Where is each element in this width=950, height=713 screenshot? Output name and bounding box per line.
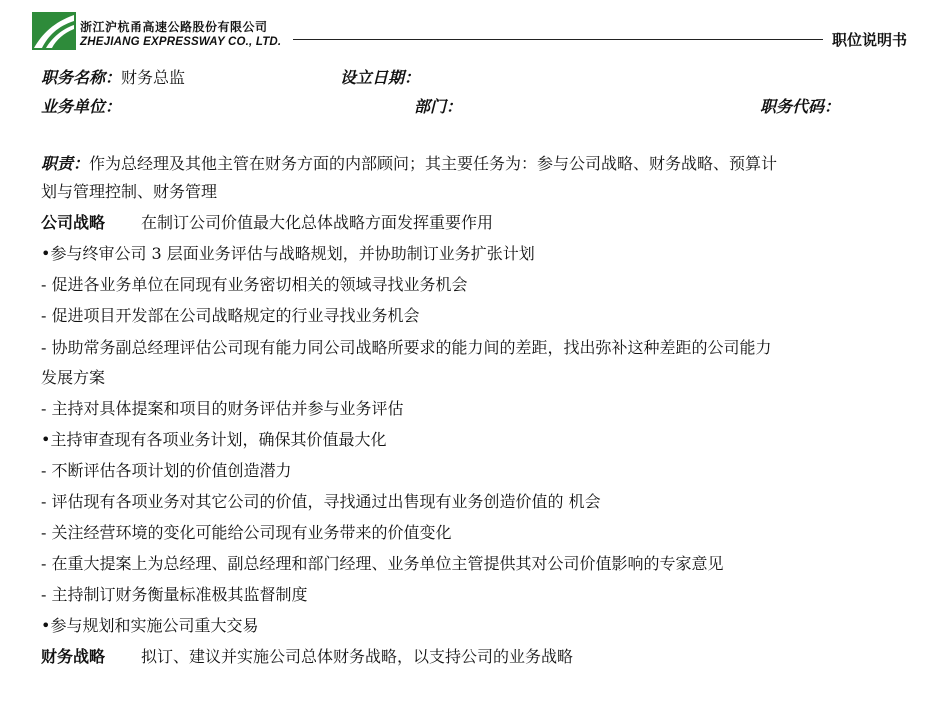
duty-line-2: 划与管理控制、财务管理 (41, 182, 218, 201)
duty-line-1 (41, 154, 777, 174)
document-title: 职位说明书 (832, 31, 908, 49)
department-label: 部门： (414, 97, 463, 116)
list-item: •参与规划和实施公司重大交易 (41, 616, 259, 635)
corp-strategy-title: 公司战略 (41, 213, 106, 232)
logo-company-name-en: ZHEJIANG EXPRESSWAY CO., LTD. (80, 36, 282, 48)
list-item: - 关注经营环境的变化可能给公司现有业务带来的价值变化 (41, 523, 452, 542)
fin-strategy-heading (41, 647, 573, 667)
duty-text-1: 作为总经理及其他主管在财务方面的内部顾问；其主要任务为：参与公司战略、财务战略、预算计 (89, 154, 778, 173)
position-code-label: 职务代码： (760, 97, 841, 116)
list-item: - 主持对具体提案和项目的财务评估并参与业务评估 (41, 399, 404, 418)
list-item: - 评估现有各项业务对其它公司的价值，寻找通过出售现有业务创造价值的 机会 (41, 492, 601, 511)
list-item: - 不断评估各项计划的价值创造潜力 (41, 461, 292, 480)
business-unit-label: 业务单位： (41, 97, 122, 116)
position-name-row (41, 68, 185, 88)
expressway-logo-icon (32, 12, 76, 50)
list-item: 发展方案 (41, 368, 106, 387)
list-item: - 主持制订财务衡量标准极其监督制度 (41, 585, 308, 604)
corp-strategy-heading (41, 213, 493, 233)
list-item: •参与终审公司 3 层面业务评估与战略规划，并协助制订业务扩张计划 (41, 244, 535, 263)
fin-strategy-desc: 拟订、建议并实施公司总体财务战略，以支持公司的业务战略 (141, 647, 574, 666)
corp-strategy-desc: 在制订公司价值最大化总体战略方面发挥重要作用 (141, 213, 494, 232)
list-item: - 促进各业务单位在同现有业务密切相关的领域寻找业务机会 (41, 275, 468, 294)
position-name-value: 财务总监 (121, 68, 186, 87)
list-item: - 协助常务副总经理评估公司现有能力同公司战略所要求的能力间的差距，找出弥补这种差距的公司能力 (41, 338, 772, 357)
duty-label: 职责： (41, 154, 90, 173)
header-divider (293, 39, 823, 40)
position-name-label: 职务名称： (41, 68, 122, 87)
logo-company-name-cn: 浙江沪杭甬高速公路股份有限公司 (80, 20, 268, 34)
list-item: •主持审查现有各项业务计划，确保其价值最大化 (41, 430, 387, 449)
fin-strategy-title: 财务战略 (41, 647, 106, 666)
company-logo (32, 12, 282, 52)
established-date-label: 设立日期： (340, 68, 421, 87)
list-item: - 促进项目开发部在公司战略规定的行业寻找业务机会 (41, 306, 420, 325)
list-item: - 在重大提案上为总经理、副总经理和部门经理、业务单位主管提供其对公司价值影响的专家意见 (41, 554, 724, 573)
